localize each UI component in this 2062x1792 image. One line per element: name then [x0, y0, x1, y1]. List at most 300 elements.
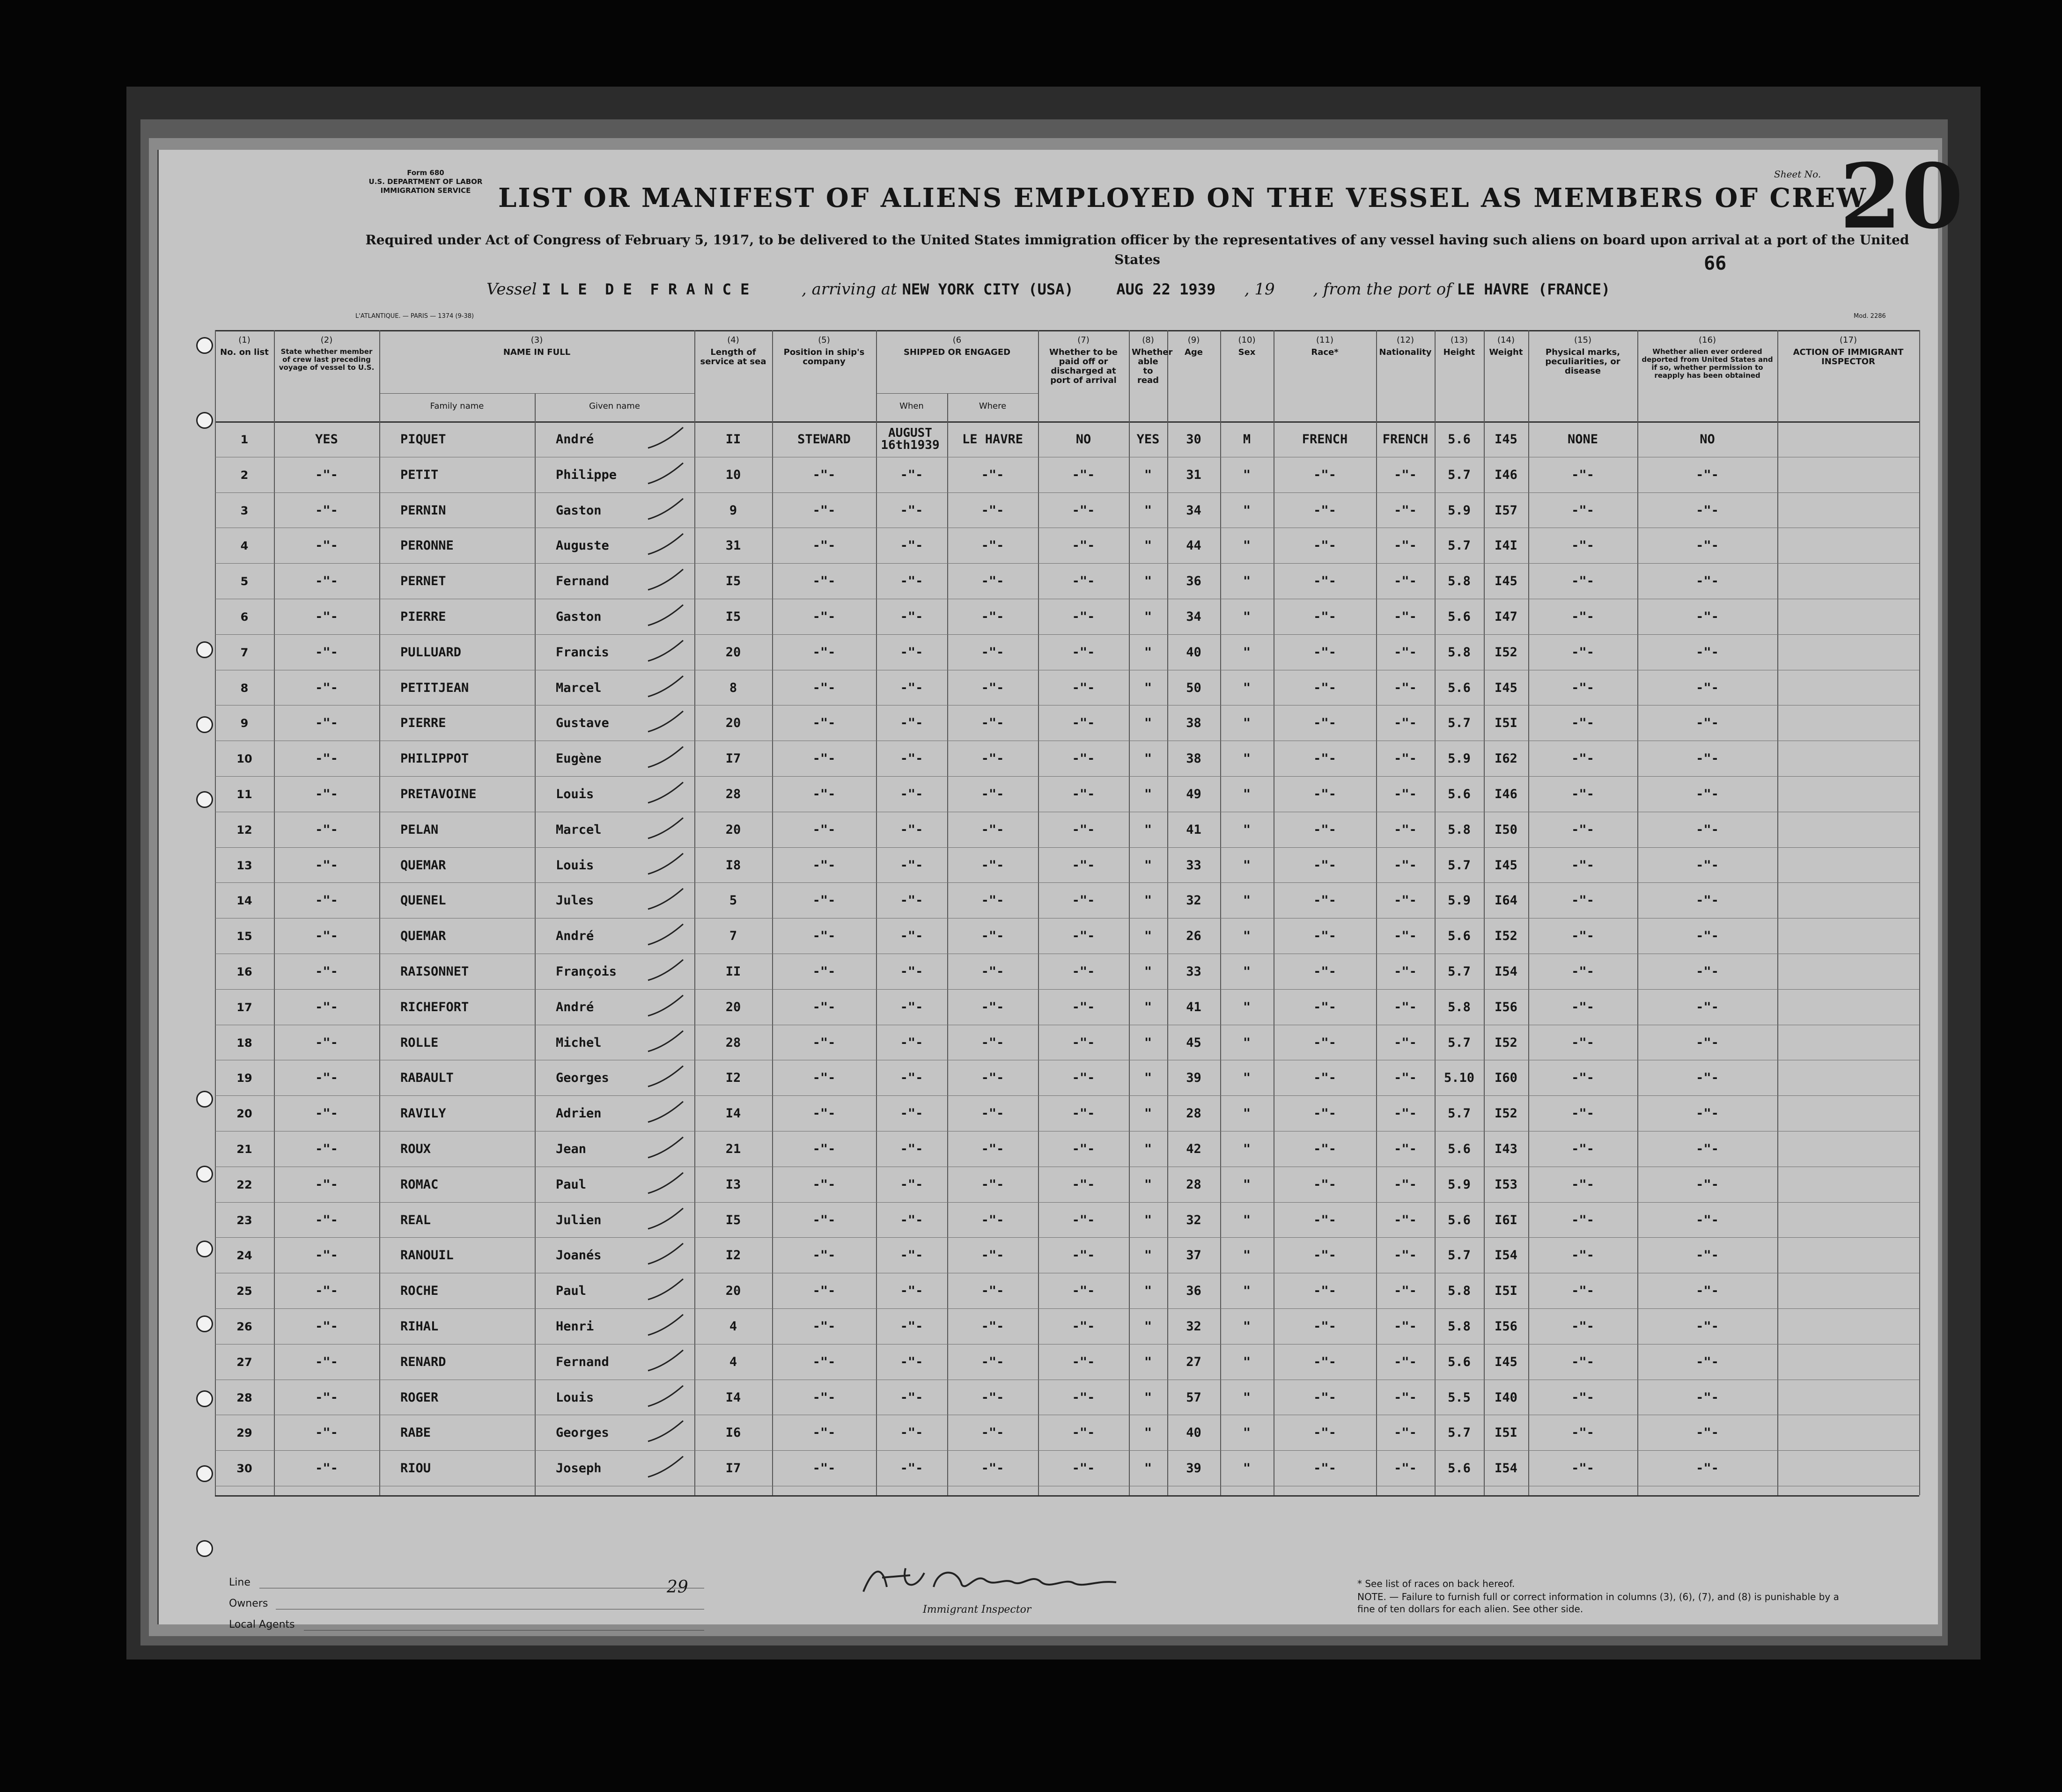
- table-cell-paid: -"-: [1072, 610, 1095, 624]
- check-mark-icon: [646, 1453, 688, 1481]
- table-cell-paid: -"-: [1072, 929, 1095, 944]
- column-number: (13): [1451, 335, 1468, 345]
- table-cell-deported: -"-: [1696, 751, 1719, 766]
- table-cell-nationality: -"-: [1394, 1248, 1417, 1263]
- table-cell-read: ": [1144, 1177, 1152, 1192]
- table-cell-no: 2: [240, 468, 249, 482]
- table-cell-marks: NONE: [1567, 432, 1598, 447]
- table-cell-deported: -"-: [1696, 574, 1719, 589]
- table-cell-when: -"-: [900, 610, 923, 624]
- table-cell-sex: ": [1243, 680, 1251, 695]
- table-cell-service: I2: [725, 1071, 741, 1086]
- table-cell-age: 32: [1186, 893, 1201, 908]
- table-cell-position: -"-: [812, 1390, 836, 1405]
- table-cell-marks: -"-: [1571, 645, 1594, 660]
- table-cell-when: -"-: [900, 999, 923, 1014]
- table-cell-paid: -"-: [1072, 680, 1095, 695]
- table-cell-no: 17: [236, 1000, 252, 1014]
- column-header: Age: [1184, 347, 1203, 357]
- table-cell-deported: -"-: [1696, 1106, 1719, 1121]
- table-cell-prev: -"-: [315, 1284, 338, 1299]
- table-cell-position: -"-: [812, 1071, 836, 1086]
- table-cell-service: I5: [725, 574, 741, 589]
- owners-label: Owners: [229, 1598, 268, 1609]
- table-cell-position: -"-: [812, 574, 836, 589]
- table-cell-sex: ": [1243, 893, 1251, 908]
- table-cell-marks: -"-: [1571, 822, 1594, 837]
- table-cell-when: -"-: [900, 503, 923, 518]
- binder-hole: [196, 1465, 213, 1482]
- table-cell-no: 10: [236, 752, 252, 766]
- check-mark-icon: [646, 1417, 688, 1445]
- table-cell-weight: I5I: [1495, 1425, 1517, 1440]
- table-cell-marks: -"-: [1571, 467, 1594, 482]
- table-cell-read: ": [1144, 1142, 1152, 1156]
- table-cell-position: -"-: [812, 467, 836, 482]
- table-cell-race: -"-: [1313, 1390, 1336, 1405]
- table-cell-paid: -"-: [1072, 1425, 1095, 1440]
- table-cell-where: -"-: [981, 1284, 1004, 1299]
- table-cell-position: -"-: [812, 680, 836, 695]
- table-cell-age: 28: [1186, 1106, 1201, 1121]
- table-cell-nationality: -"-: [1394, 1106, 1417, 1121]
- table-cell-where: -"-: [981, 1142, 1004, 1156]
- table-cell-given: Marcel: [556, 680, 602, 695]
- table-cell-deported: -"-: [1696, 610, 1719, 624]
- table-cell-age: 34: [1186, 610, 1201, 624]
- check-mark-icon: [646, 566, 688, 594]
- table-cell-sex: ": [1243, 1284, 1251, 1299]
- table-cell-service: II: [725, 964, 741, 979]
- table-cell-prev: -"-: [315, 467, 338, 482]
- table-cell-sex: ": [1243, 1177, 1251, 1192]
- column-header: Physical marks, peculiarities, or disease: [1545, 347, 1620, 376]
- row-rule: [215, 492, 1919, 493]
- table-cell-prev: -"-: [315, 574, 338, 589]
- table-cell-service: 8: [729, 680, 737, 695]
- column-number: (1): [238, 335, 250, 345]
- table-cell-family: PELAN: [400, 822, 439, 837]
- column-number: (3): [530, 335, 543, 345]
- table-cell-height: 5.7: [1448, 1248, 1471, 1263]
- table-cell-nationality: -"-: [1394, 1177, 1417, 1192]
- column-number: (2): [320, 335, 333, 345]
- table-cell-race: -"-: [1313, 893, 1336, 908]
- table-cell-position: -"-: [812, 716, 836, 731]
- table-cell-no: 12: [236, 823, 252, 837]
- table-cell-position: -"-: [812, 751, 836, 766]
- table-cell-no: 4: [240, 539, 249, 553]
- table-cell-family: PULLUARD: [400, 645, 462, 660]
- table-cell-read: ": [1144, 503, 1152, 518]
- subtitle: Required under Act of Congress of February 5, 1917, to be delivered to the United States immigration officer by the representatives of any vessel having such aliens on board upon arrival at a port of the United States: [365, 232, 1909, 267]
- column-header: Whether to be paid off or discharged at port of arrival: [1049, 347, 1118, 385]
- check-mark-icon: [646, 1027, 688, 1055]
- table-cell-read: ": [1144, 822, 1152, 837]
- table-cell-deported: -"-: [1696, 1319, 1719, 1334]
- column-number: (9): [1187, 335, 1200, 345]
- table-cell-no: 22: [236, 1178, 252, 1191]
- table-cell-sex: ": [1243, 858, 1251, 873]
- table-cell-family: ROLLE: [400, 1035, 439, 1050]
- check-mark-icon: [646, 814, 688, 842]
- table-cell-paid: NO: [1075, 432, 1091, 447]
- table-cell-where: LE HAVRE: [962, 432, 1024, 447]
- row-rule: [215, 989, 1919, 990]
- table-cell-no: 3: [240, 504, 249, 517]
- table-cell-marks: -"-: [1571, 964, 1594, 979]
- table-cell-when: -"-: [900, 1035, 923, 1050]
- table-cell-service: 5: [729, 893, 737, 908]
- table-cell-race: -"-: [1313, 503, 1336, 518]
- table-cell-read: ": [1144, 1319, 1152, 1334]
- table-cell-where: -"-: [981, 1319, 1004, 1334]
- table-cell-given: Paul: [556, 1284, 587, 1299]
- table-cell-given: Joanés: [556, 1248, 602, 1263]
- table-cell-read: ": [1144, 610, 1152, 624]
- table-cell-marks: -"-: [1571, 1212, 1594, 1227]
- column-number: (5): [818, 335, 830, 345]
- table-cell-weight: I45: [1495, 574, 1517, 589]
- table-cell-given: Fernand: [556, 1354, 609, 1369]
- table-cell-marks: -"-: [1571, 610, 1594, 624]
- table-cell-nationality: -"-: [1394, 787, 1417, 801]
- table-cell-sex: ": [1243, 1425, 1251, 1440]
- table-cell-age: 44: [1186, 538, 1201, 553]
- table-cell-where: -"-: [981, 858, 1004, 873]
- check-mark-icon: [646, 459, 688, 487]
- table-cell-marks: -"-: [1571, 1425, 1594, 1440]
- table-cell-where: -"-: [981, 680, 1004, 695]
- table-cell-height: 5.10: [1443, 1071, 1475, 1086]
- table-cell-deported: -"-: [1696, 645, 1719, 660]
- table-cell-no: 21: [236, 1143, 252, 1156]
- header-bottom-rule: [215, 421, 1919, 423]
- table-cell-deported: -"-: [1696, 538, 1719, 553]
- check-mark-icon: [646, 1062, 688, 1090]
- table-cell-family: PERONNE: [400, 538, 454, 553]
- table-cell-paid: -"-: [1072, 1035, 1095, 1050]
- table-cell-age: 40: [1186, 1425, 1201, 1440]
- table-cell-given: Jules: [556, 893, 594, 908]
- table-cell-nationality: -"-: [1394, 964, 1417, 979]
- binder-hole: [196, 791, 213, 808]
- table-cell-deported: -"-: [1696, 787, 1719, 801]
- table-cell-age: 37: [1186, 1248, 1201, 1263]
- table-cell-height: 5.6: [1448, 787, 1471, 801]
- table-cell-sex: ": [1243, 1035, 1251, 1050]
- table-cell-no: 16: [236, 965, 252, 978]
- table-cell-read: ": [1144, 1071, 1152, 1086]
- table-cell-prev: -"-: [315, 1425, 338, 1440]
- table-cell-nationality: -"-: [1394, 645, 1417, 660]
- table-cell-family: PRETAVOINE: [400, 787, 477, 801]
- table-cell-where: -"-: [981, 893, 1004, 908]
- table-cell-given: André: [556, 929, 594, 944]
- table-cell-paid: -"-: [1072, 893, 1095, 908]
- table-cell-paid: -"-: [1072, 1461, 1095, 1476]
- table-cell-weight: I54: [1495, 964, 1517, 979]
- table-cell-age: 32: [1186, 1212, 1201, 1227]
- table-cell-nationality: -"-: [1394, 503, 1417, 518]
- table-cell-no: 14: [236, 894, 252, 908]
- table-cell-sex: ": [1243, 716, 1251, 731]
- table-cell-when: -"-: [900, 680, 923, 695]
- table-cell-nationality: -"-: [1394, 680, 1417, 695]
- table-top-rule: [215, 330, 1919, 331]
- table-cell-service: 21: [725, 1142, 741, 1156]
- from-port: LE HAVRE (FRANCE): [1457, 280, 1611, 298]
- table-cell-race: -"-: [1313, 1354, 1336, 1369]
- table-cell-read: ": [1144, 467, 1152, 482]
- table-cell-height: 5.9: [1448, 893, 1471, 908]
- table-cell-prev: -"-: [315, 787, 338, 801]
- table-cell-read: ": [1144, 964, 1152, 979]
- table-cell-height: 5.7: [1448, 716, 1471, 731]
- table-cell-position: -"-: [812, 1284, 836, 1299]
- check-mark-icon: [646, 920, 688, 948]
- table-cell-position: -"-: [812, 1248, 836, 1263]
- check-mark-icon: [646, 1311, 688, 1339]
- table-cell-deported: -"-: [1696, 1142, 1719, 1156]
- table-cell-position: -"-: [812, 1319, 836, 1334]
- table-cell-height: 5.6: [1448, 680, 1471, 695]
- table-cell-service: I8: [725, 858, 741, 873]
- table-cell-when: -"-: [900, 822, 923, 837]
- table-cell-read: ": [1144, 751, 1152, 766]
- subcolumn-header: Where: [979, 401, 1007, 411]
- row-rule: [215, 634, 1919, 635]
- table-cell-nationality: -"-: [1394, 574, 1417, 589]
- table-cell-no: 28: [236, 1391, 252, 1404]
- table-cell-weight: I4I: [1495, 538, 1517, 553]
- table-cell-prev: -"-: [315, 1354, 338, 1369]
- table-cell-read: ": [1144, 787, 1152, 801]
- table-cell-family: RABE: [400, 1425, 431, 1440]
- check-mark-icon: [646, 1169, 688, 1197]
- table-cell-age: 31: [1186, 467, 1201, 482]
- model-number: Mod. 2286: [1854, 313, 1886, 320]
- column-header: Position in ship's company: [783, 347, 865, 367]
- table-cell-where: -"-: [981, 645, 1004, 660]
- table-cell-race: -"-: [1313, 929, 1336, 944]
- table-cell-marks: -"-: [1571, 1319, 1594, 1334]
- table-cell-weight: I54: [1495, 1461, 1517, 1476]
- table-cell-race: -"-: [1313, 751, 1336, 766]
- table-cell-sex: ": [1243, 503, 1251, 518]
- table-cell-prev: -"-: [315, 538, 338, 553]
- row-rule: [215, 882, 1919, 883]
- subcolumn-header: When: [899, 401, 924, 411]
- table-cell-sex: ": [1243, 1071, 1251, 1086]
- table-cell-family: PERNET: [400, 574, 446, 589]
- fine-note: NOTE. — Failure to furnish full or correct information in columns (3), (6), (7), and (8) is punishable by a fine of ten dollars for each alien. See other side.: [1357, 1591, 1839, 1615]
- table-cell-race: -"-: [1313, 1284, 1336, 1299]
- table-cell-read: ": [1144, 1284, 1152, 1299]
- table-cell-no: 15: [236, 930, 252, 943]
- table-cell-deported: -"-: [1696, 1035, 1719, 1050]
- table-cell-age: 39: [1186, 1071, 1201, 1086]
- table-cell-when: -"-: [900, 1319, 923, 1334]
- table-cell-nationality: -"-: [1394, 1390, 1417, 1405]
- table-cell-age: 49: [1186, 787, 1201, 801]
- check-mark-icon: [646, 530, 688, 558]
- service: IMMIGRATION SERVICE: [380, 186, 471, 195]
- table-cell-weight: I45: [1495, 1354, 1517, 1369]
- table-cell-sex: ": [1243, 1106, 1251, 1121]
- table-cell-race: -"-: [1313, 1177, 1336, 1192]
- table-cell-race: -"-: [1313, 574, 1336, 589]
- table-cell-nationality: -"-: [1394, 538, 1417, 553]
- table-cell-race: -"-: [1313, 716, 1336, 731]
- table-cell-deported: -"-: [1696, 1177, 1719, 1192]
- table-cell-weight: I43: [1495, 1142, 1517, 1156]
- table-cell-sex: ": [1243, 467, 1251, 482]
- table-cell-when: -"-: [900, 929, 923, 944]
- table-cell-read: ": [1144, 1390, 1152, 1405]
- table-cell-service: I3: [725, 1177, 741, 1192]
- table-cell-weight: I46: [1495, 467, 1517, 482]
- table-cell-paid: -"-: [1072, 1177, 1095, 1192]
- table-cell-height: 5.5: [1448, 1390, 1471, 1405]
- table-cell-where: -"-: [981, 929, 1004, 944]
- table-cell-height: 5.8: [1448, 645, 1471, 660]
- table-cell-prev: -"-: [315, 929, 338, 944]
- table-cell-height: 5.9: [1448, 751, 1471, 766]
- check-mark-icon: [646, 707, 688, 735]
- table-cell-weight: I45: [1495, 680, 1517, 695]
- table-cell-position: -"-: [812, 1177, 836, 1192]
- table-cell-read: ": [1144, 1212, 1152, 1227]
- table-cell-prev: -"-: [315, 1142, 338, 1156]
- table-cell-age: 27: [1186, 1354, 1201, 1369]
- page-title: LIST OR MANIFEST OF ALIENS EMPLOYED ON THE VESSEL AS MEMBERS OF CREW: [498, 183, 1868, 213]
- table-cell-nationality: -"-: [1394, 716, 1417, 731]
- table-cell-deported: -"-: [1696, 1284, 1719, 1299]
- table-cell-weight: I46: [1495, 787, 1517, 801]
- table-cell-age: 42: [1186, 1142, 1201, 1156]
- table-cell-nationality: -"-: [1394, 610, 1417, 624]
- table-cell-deported: -"-: [1696, 822, 1719, 837]
- check-mark-icon: [646, 1382, 688, 1410]
- table-cell-when: -"-: [900, 1106, 923, 1121]
- table-cell-age: 45: [1186, 1035, 1201, 1050]
- table-cell-prev: -"-: [315, 999, 338, 1014]
- table-cell-read: ": [1144, 538, 1152, 553]
- table-cell-given: Marcel: [556, 822, 602, 837]
- table-cell-marks: -"-: [1571, 1177, 1594, 1192]
- table-cell-height: 5.9: [1448, 503, 1471, 518]
- table-cell-read: ": [1144, 858, 1152, 873]
- table-cell-race: -"-: [1313, 1142, 1336, 1156]
- table-cell-read: ": [1144, 1354, 1152, 1369]
- table-cell-no: 11: [236, 788, 252, 801]
- table-cell-race: -"-: [1313, 538, 1336, 553]
- table-cell-marks: -"-: [1571, 538, 1594, 553]
- table-cell-when: -"-: [900, 1284, 923, 1299]
- table-cell-service: I2: [725, 1248, 741, 1263]
- column-header: Height: [1443, 347, 1475, 357]
- table-cell-paid: -"-: [1072, 1106, 1095, 1121]
- column-header: State whether member of crew last preceding voyage of vessel to U.S.: [279, 347, 375, 372]
- table-cell-marks: -"-: [1571, 1035, 1594, 1050]
- table-cell-service: I5: [725, 610, 741, 624]
- table-cell-when: -"-: [900, 538, 923, 553]
- table-cell-position: -"-: [812, 1212, 836, 1227]
- row-rule: [215, 563, 1919, 564]
- table-cell-race: -"-: [1313, 1212, 1336, 1227]
- column-number: (11): [1316, 335, 1333, 345]
- table-cell-given: André: [556, 999, 594, 1014]
- table-cell-family: QUEMAR: [400, 858, 446, 873]
- table-cell-deported: -"-: [1696, 1248, 1719, 1263]
- table-cell-nationality: -"-: [1394, 1425, 1417, 1440]
- table-cell-deported: -"-: [1696, 999, 1719, 1014]
- table-cell-marks: -"-: [1571, 858, 1594, 873]
- table-cell-age: 33: [1186, 964, 1201, 979]
- table-cell-family: RANOUIL: [400, 1248, 454, 1263]
- table-cell-when: -"-: [900, 1212, 923, 1227]
- table-cell-nationality: -"-: [1394, 1354, 1417, 1369]
- table-cell-race: -"-: [1313, 1425, 1336, 1440]
- table-cell-sex: ": [1243, 1248, 1251, 1263]
- table-cell-family: QUEMAR: [400, 929, 446, 944]
- table-cell-given: Adrien: [556, 1106, 602, 1121]
- table-cell-marks: -"-: [1571, 1106, 1594, 1121]
- table-cell-sex: ": [1243, 999, 1251, 1014]
- table-cell-no: 5: [240, 575, 249, 588]
- table-cell-when: -"-: [900, 1390, 923, 1405]
- table-cell-where: -"-: [981, 1177, 1004, 1192]
- table-cell-where: -"-: [981, 822, 1004, 837]
- check-mark-icon: [646, 743, 688, 771]
- table-cell-when: -"-: [900, 1461, 923, 1476]
- binder-hole: [196, 1241, 213, 1257]
- table-cell-race: -"-: [1313, 1319, 1336, 1334]
- table-cell-nationality: -"-: [1394, 1319, 1417, 1334]
- column-number: (4): [727, 335, 739, 345]
- table-cell-height: 5.7: [1448, 964, 1471, 979]
- check-mark-icon: [646, 991, 688, 1020]
- table-cell-position: -"-: [812, 964, 836, 979]
- table-cell-no: 29: [236, 1426, 252, 1440]
- table-cell-service: 10: [725, 467, 741, 482]
- table-cell-given: Julien: [556, 1212, 602, 1227]
- check-mark-icon: [646, 1098, 688, 1126]
- table-cell-race: -"-: [1313, 1071, 1336, 1086]
- table-cell-paid: -"-: [1072, 574, 1095, 589]
- table-cell-age: 38: [1186, 716, 1201, 731]
- table-cell-height: 5.6: [1448, 432, 1471, 447]
- table-cell-age: 33: [1186, 858, 1201, 873]
- table-cell-height: 5.6: [1448, 1354, 1471, 1369]
- arriving-port: NEW YORK CITY (USA): [902, 280, 1074, 298]
- agents-label: Local Agents: [229, 1619, 295, 1630]
- subcolumn-header: Given name: [589, 401, 640, 411]
- table-cell-height: 5.7: [1448, 467, 1471, 482]
- table-cell-race: -"-: [1313, 1461, 1336, 1476]
- table-cell-where: -"-: [981, 538, 1004, 553]
- table-cell-race: -"-: [1313, 964, 1336, 979]
- table-cell-when: -"-: [900, 1425, 923, 1440]
- inspector-signature: [854, 1559, 1135, 1601]
- table-cell-weight: I50: [1495, 822, 1517, 837]
- table-cell-family: PIQUET: [400, 432, 446, 447]
- table-cell-marks: -"-: [1571, 1390, 1594, 1405]
- table-cell-paid: -"-: [1072, 964, 1095, 979]
- table-cell-given: Gaston: [556, 610, 602, 624]
- table-cell-height: 5.7: [1448, 538, 1471, 553]
